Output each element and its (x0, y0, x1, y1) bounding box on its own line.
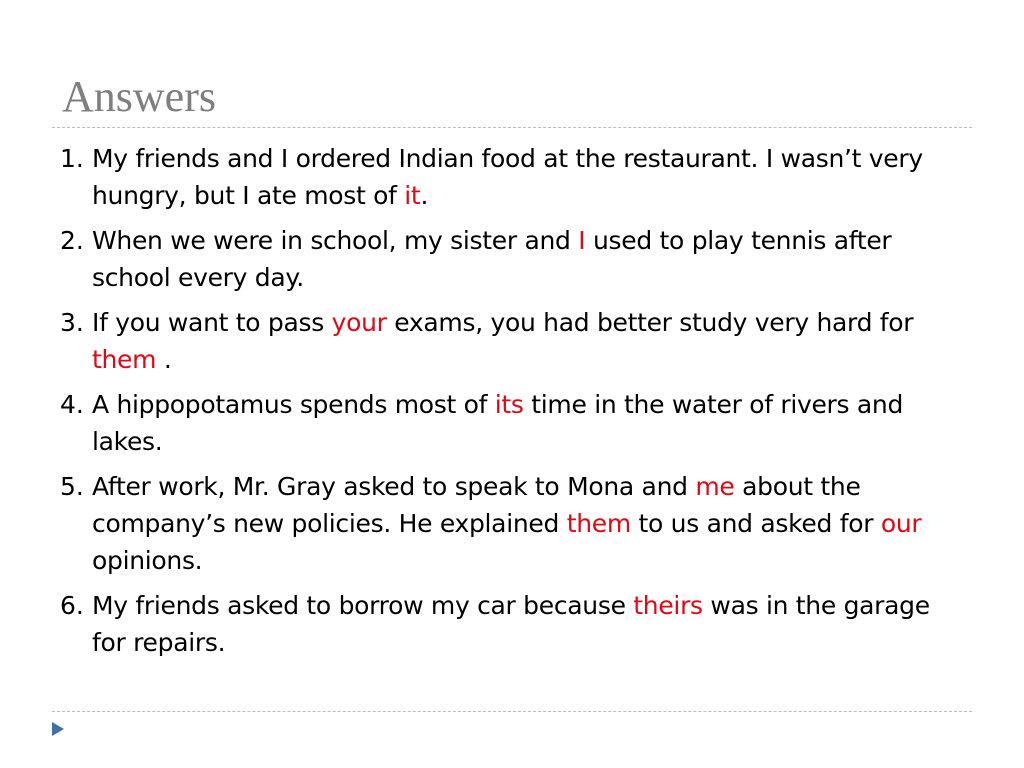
sentence-fragment: was in the garage for repairs. (92, 591, 930, 657)
answer-sentence (92, 226, 891, 292)
sentence-fragment: to us and asked for (630, 509, 881, 538)
answer-pronoun: it (404, 181, 421, 210)
answer-sentence (92, 591, 930, 657)
answer-pronoun: I (578, 226, 586, 255)
answer-sentence (92, 390, 903, 456)
sentence-fragment: used to play tennis after school every day. (92, 226, 892, 292)
sentence-fragment: After work, Mr. Gray asked to speak to Mona and (92, 472, 696, 501)
sentence-fragment: about the company’s new policies. He explained (92, 472, 861, 538)
answer-item (60, 304, 970, 378)
answer-sentence (92, 308, 913, 374)
sentence-fragment: opinions. (92, 546, 203, 575)
answer-number: 3. (60, 308, 84, 337)
answer-number: 1. (60, 144, 84, 173)
sentence-fragment: My friends asked to borrow my car because (92, 591, 634, 620)
answer-pronoun: your (331, 308, 387, 337)
answer-item (60, 468, 970, 579)
answer-pronoun: me (695, 472, 735, 501)
answer-pronoun: its (494, 390, 524, 419)
sentence-fragment: exams, you had better study very hard for (386, 308, 914, 337)
answer-pronoun: our (880, 509, 922, 538)
sentence-fragment: A hippopotamus spends most of (92, 390, 495, 419)
sentence-fragment: . (156, 345, 172, 374)
sentence-fragment: When we were in school, my sister and (92, 226, 579, 255)
title-divider (52, 127, 972, 128)
answer-number: 4. (60, 390, 84, 419)
sentence-fragment: If you want to pass (92, 308, 332, 337)
answer-pronoun: them (92, 345, 157, 374)
answer-item (60, 386, 970, 460)
answer-item (60, 587, 970, 661)
sentence-fragment: time in the water of rivers and lakes. (92, 390, 904, 456)
answer-pronoun: theirs (633, 591, 703, 620)
answer-number: 6. (60, 591, 84, 620)
slide-title: Answers (62, 72, 216, 121)
answer-number: 2. (60, 226, 84, 255)
answer-sentence (92, 144, 923, 210)
triangle-right-icon (52, 722, 64, 736)
answer-item (60, 140, 970, 214)
answer-sentence (92, 472, 921, 575)
answer-list (60, 140, 970, 669)
answer-pronoun: them (566, 509, 631, 538)
answer-item (60, 222, 970, 296)
answer-number: 5. (60, 472, 84, 501)
next-slide-icon[interactable] (48, 719, 68, 739)
footer-divider (52, 711, 972, 712)
sentence-fragment: . (420, 181, 429, 210)
sentence-fragment: My friends and I ordered Indian food at the restaurant. I wasn’t very hungry, but I ate most of (92, 144, 923, 210)
